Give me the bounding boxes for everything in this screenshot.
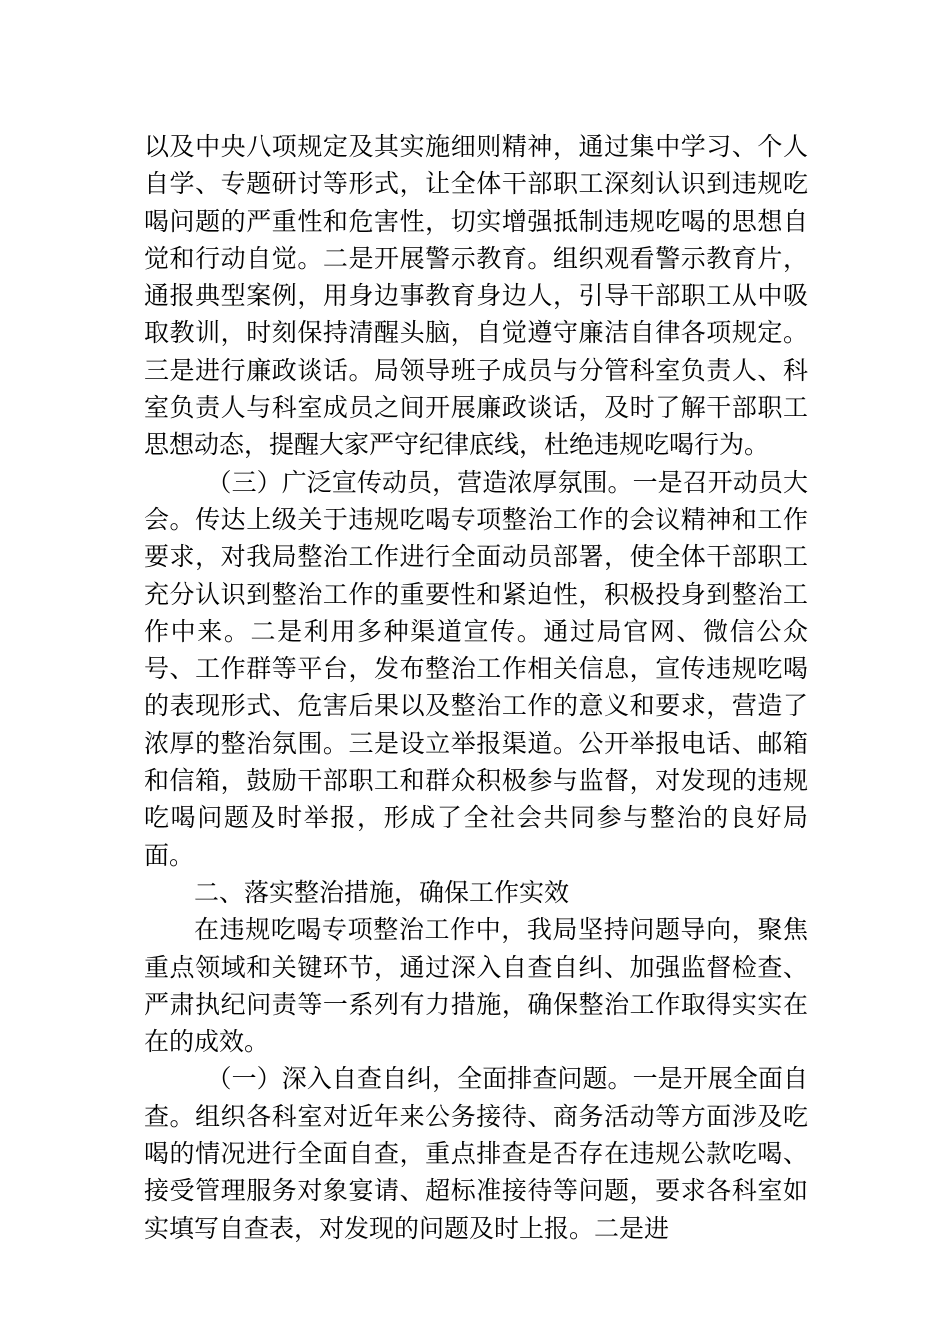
paragraph-section-two-intro: 在违规吃喝专项整治工作中，我局坚持问题导向，聚焦重点领域和关键环节，通过深入自查自纠、加强监督检查、严肃执纪问责等一系列有力措施，确保整治工作取得实实在在的成效。 <box>144 915 808 1057</box>
section-heading-two: 二、落实整治措施，确保工作实效 <box>194 877 570 907</box>
paragraph-section-three: （三）广泛宣传动员，营造浓厚氛围。一是召开动员大会。传达上级关于违规吃喝专项整治工作的会议精神和工作要求，对我局整治工作进行全面动员部署，使全体干部职工充分认识到整治工作的重要性和紧迫性，积极投身到整治工作中来。二是利用多种渠道宣传。通过局官网、微信公众号、工作群等平台，发布整治工作相关信息，宣传违规吃喝的表现形式、危害后果以及整治工作的意义和要求，营造了浓厚的整治氛围。三是设立举报渠道。公开举报电话、邮箱和信箱，鼓励干部职工和群众积极参与监督，对发现的违规吃喝问题及时举报，形成了全社会共同参与整治的良好局面。 <box>144 467 808 870</box>
paragraph-continuation: 以及中央八项规定及其实施细则精神，通过集中学习、个人自学、专题研讨等形式，让全体干部职工深刻认识到违规吃喝问题的严重性和危害性，切实增强抵制违规吃喝的思想自觉和行动自觉。二是开展警示教育。组织观看警示教育片，通报典型案例，用身边事教育身边人，引导干部职工从中吸取教训，时刻保持清醒头脑，自觉遵守廉洁自律各项规定。三是进行廉政谈话。局领导班子成员与分管科室负责人、科室负责人与科室成员之间开展廉政谈话，及时了解干部职工思想动态，提醒大家严守纪律底线，杜绝违规吃喝行为。 <box>144 132 808 460</box>
document-body <box>144 128 808 1247</box>
paragraph-subsection-one: （一）深入自查自纠，全面排查问题。一是开展全面自查。组织各科室对近年来公务接待、商务活动等方面涉及吃喝的情况进行全面自查，重点排查是否存在违规公款吃喝、接受管理服务对象宴请、超标准接待等问题，要求各科室如实填写自查表，对发现的问题及时上报。二是进 <box>144 1064 808 1243</box>
